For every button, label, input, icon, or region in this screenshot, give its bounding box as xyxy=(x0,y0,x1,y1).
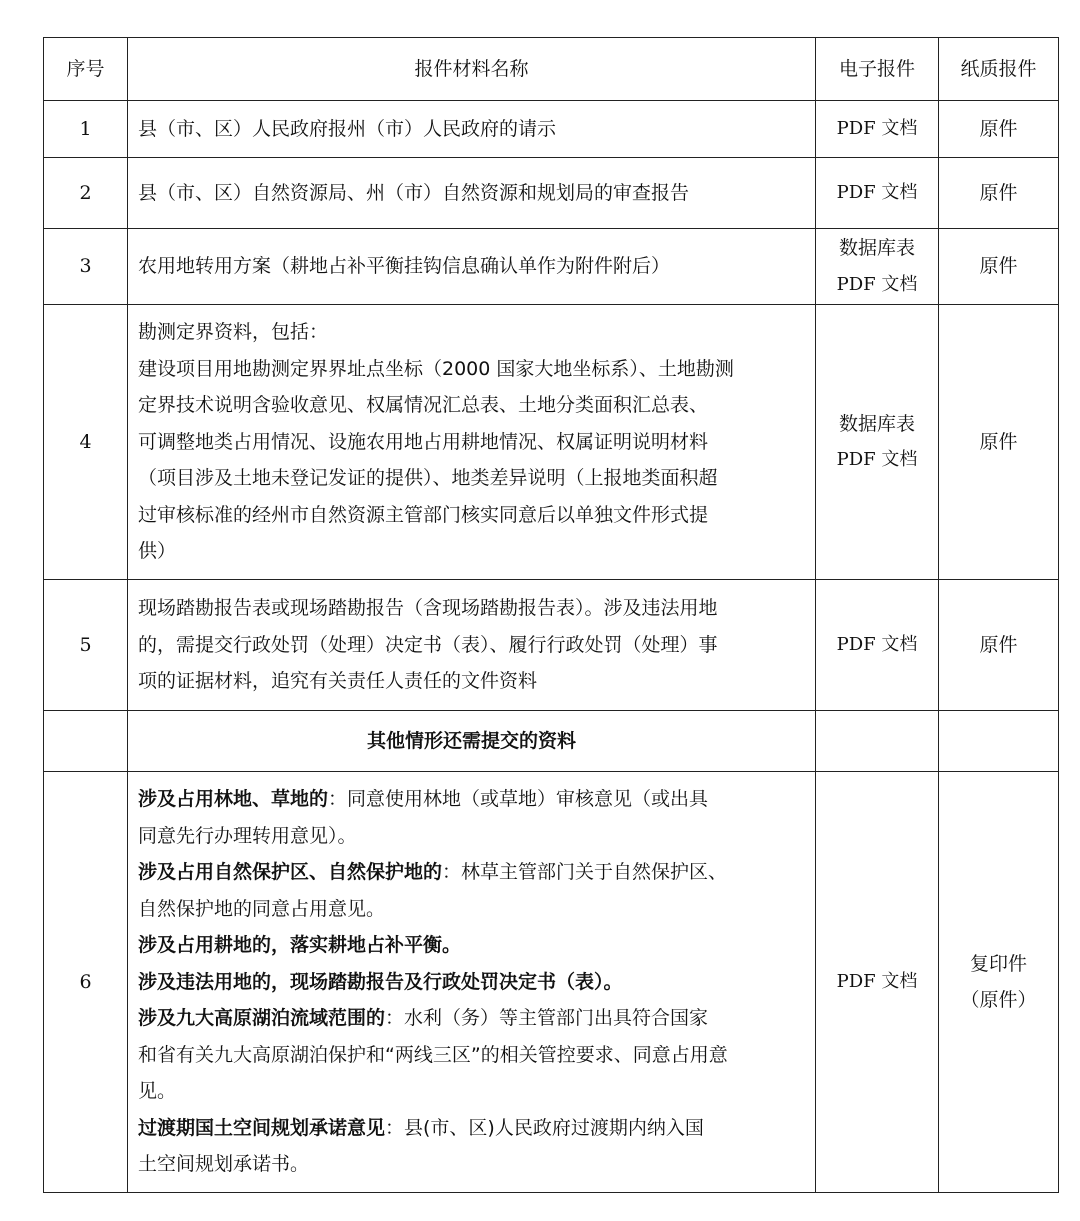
paper-line: 原件 xyxy=(979,430,1018,453)
row-name: 县（市、区）人民政府报州（市）人民政府的请示 xyxy=(128,101,816,158)
electronic-line: 数据库表 xyxy=(838,237,915,259)
name-line xyxy=(138,1110,805,1147)
materials-table xyxy=(43,37,1059,1193)
paper-line: 原件 xyxy=(979,633,1018,656)
row-num: 4 xyxy=(44,305,128,580)
name-line: 的，需提交行政处罚（处理）决定书（表）、履行行政处罚（处理）事 xyxy=(138,633,718,656)
name-line: 自然保护地的同意占用意见。 xyxy=(138,897,386,920)
name-line: 涉及违法用地的，现场踏勘报告及行政处罚决定书（表）。 xyxy=(138,970,623,993)
paper-line: 原件 xyxy=(979,117,1018,140)
row-electronic xyxy=(816,305,939,580)
name-line: 过审核标准的经州市自然资源主管部门核实同意后以单独文件形式提 xyxy=(138,503,709,526)
table-row xyxy=(44,101,1059,158)
name-line xyxy=(138,1000,805,1037)
name-line: 项的证据材料，追究有关责任人责任的文件资料 xyxy=(138,670,538,693)
name-line: 可调整地类占用情况、设施农用地占用耕地情况、权属证明说明材料 xyxy=(138,430,709,453)
name-line: 建设项目用地勘测定界界址点坐标（2000 国家大地坐标系）、土地勘测 xyxy=(138,357,734,380)
name-line: 定界技术说明含验收意见、权属情况汇总表、土地分类面积汇总表、 xyxy=(138,394,709,417)
table-row xyxy=(44,158,1059,229)
table-row xyxy=(44,772,1059,1193)
row-num: 6 xyxy=(44,772,128,1193)
row-paper xyxy=(939,772,1059,1193)
row-electronic xyxy=(816,772,939,1193)
row-paper xyxy=(939,158,1059,229)
section-paper-cell xyxy=(939,711,1059,772)
item-text: ：林草主管部门关于自然保护区、 xyxy=(442,861,728,884)
item-text: ：同意使用林地（或草地）审核意见（或出具 xyxy=(328,788,709,811)
header-num: 序号 xyxy=(44,38,128,101)
row-paper xyxy=(939,305,1059,580)
item-label: 过渡期国土空间规划承诺意见 xyxy=(138,1116,386,1139)
name-line: 见。 xyxy=(138,1080,177,1103)
electronic-line: PDF 文档 xyxy=(836,181,918,203)
row-num: 5 xyxy=(44,580,128,711)
row-paper xyxy=(939,101,1059,158)
name-line xyxy=(138,781,805,818)
paper-line: （原件） xyxy=(960,989,1037,1011)
section-title: 其他情形还需提交的资料 xyxy=(128,711,816,772)
electronic-line: PDF 文档 xyxy=(836,970,918,992)
name-line: 勘测定界资料，包括： xyxy=(138,321,329,344)
paper-line: 复印件 xyxy=(969,952,1027,975)
electronic-line: PDF 文档 xyxy=(836,633,918,655)
name-line: 土空间规划承诺书。 xyxy=(138,1153,310,1176)
table-row xyxy=(44,229,1059,305)
section-num-cell xyxy=(44,711,128,772)
row-electronic xyxy=(816,158,939,229)
paper-line: 原件 xyxy=(979,181,1018,204)
item-text: ：水利（务）等主管部门出具符合国家 xyxy=(385,1007,709,1030)
row-num: 2 xyxy=(44,158,128,229)
row-electronic xyxy=(816,229,939,305)
item-label: 涉及占用自然保护区、自然保护地的 xyxy=(138,861,443,884)
name-line: 供） xyxy=(138,540,177,563)
electronic-line: PDF 文档 xyxy=(836,449,918,470)
name-line: 同意先行办理转用意见）。 xyxy=(138,824,357,847)
table-row xyxy=(44,580,1059,711)
electronic-line: 数据库表 xyxy=(838,412,915,435)
header-paper: 纸质报件 xyxy=(939,38,1059,101)
row-num: 3 xyxy=(44,229,128,305)
item-label: 涉及九大高原湖泊流域范围的 xyxy=(138,1007,386,1030)
name-line: 涉及占用耕地的，落实耕地占补平衡。 xyxy=(138,934,462,957)
item-text: ：县(市、区)人民政府过渡期内纳入国 xyxy=(385,1116,704,1139)
item-label: 涉及占用林地、草地的 xyxy=(138,788,329,811)
name-line xyxy=(138,854,805,891)
header-row xyxy=(44,38,1059,101)
name-line: 和省有关九大高原湖泊保护和“两线三区”的相关管控要求、同意占用意 xyxy=(138,1043,728,1066)
row-name xyxy=(128,580,816,711)
table-row xyxy=(44,305,1059,580)
row-electronic xyxy=(816,580,939,711)
row-name: 县（市、区）自然资源局、州（市）自然资源和规划局的审查报告 xyxy=(128,158,816,229)
section-electronic-cell xyxy=(816,711,939,772)
row-name: 农用地转用方案（耕地占补平衡挂钩信息确认单作为附件附后） xyxy=(128,229,816,305)
electronic-line: PDF 文档 xyxy=(836,117,918,139)
header-name: 报件材料名称 xyxy=(128,38,816,101)
header-electronic: 电子报件 xyxy=(816,38,939,101)
row-paper xyxy=(939,580,1059,711)
row-name xyxy=(128,305,816,580)
name-line: （项目涉及土地未登记发证的提供）、地类差异说明（上报地类面积超 xyxy=(138,467,718,490)
electronic-line: PDF 文档 xyxy=(836,273,918,295)
name-line: 现场踏勘报告表或现场踏勘报告（含现场踏勘报告表）。涉及违法用地 xyxy=(138,597,718,620)
row-electronic xyxy=(816,101,939,158)
paper-line: 原件 xyxy=(979,255,1018,278)
row-name xyxy=(128,772,816,1193)
section-row xyxy=(44,711,1059,772)
row-num: 1 xyxy=(44,101,128,158)
row-paper xyxy=(939,229,1059,305)
